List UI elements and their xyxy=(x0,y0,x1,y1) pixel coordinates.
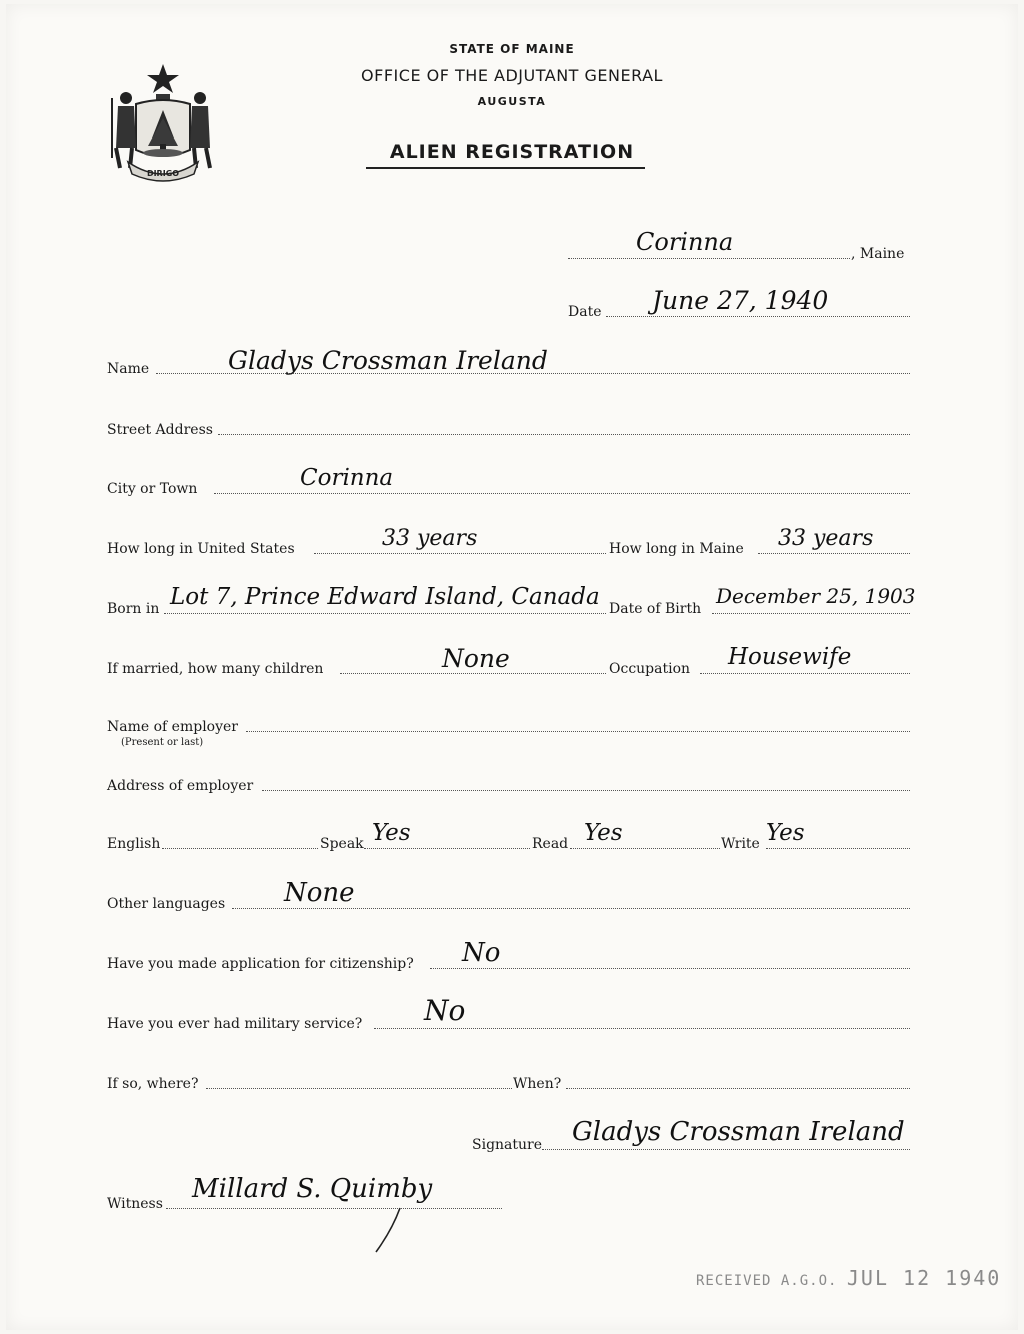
english-label: English xyxy=(107,836,161,852)
military-value: No xyxy=(424,994,466,1027)
read-label: Read xyxy=(532,836,569,852)
name-value: Gladys Crossman Ireland xyxy=(228,346,548,375)
seal-motto: DIRIGO xyxy=(146,169,180,178)
where-line xyxy=(206,1088,512,1089)
military-label: Have you ever had military service? xyxy=(107,1016,363,1032)
occupation-line xyxy=(700,673,910,674)
military-line xyxy=(374,1028,910,1029)
read-line xyxy=(570,848,720,849)
where-label: If so, where? xyxy=(107,1076,199,1092)
page-title: ALIEN REGISTRATION xyxy=(389,141,635,163)
date-value: June 27, 1940 xyxy=(652,286,829,315)
header-office: OFFICE OF THE ADJUTANT GENERAL xyxy=(361,66,663,85)
occupation-value: Housewife xyxy=(728,644,852,670)
write-line xyxy=(766,848,910,849)
english-line xyxy=(162,848,318,849)
received-stamp xyxy=(696,1266,1001,1290)
town-suffix: , Maine xyxy=(851,246,905,262)
children-line xyxy=(340,673,606,674)
speak-value: Yes xyxy=(372,820,411,846)
dob-line xyxy=(712,613,910,614)
date-label: Date xyxy=(568,304,602,320)
born-in-line xyxy=(164,613,606,614)
occupation-label: Occupation xyxy=(609,661,691,677)
born-in-value: Lot 7, Prince Edward Island, Canada xyxy=(170,584,600,610)
children-label: If married, how many children xyxy=(107,661,324,677)
city-line xyxy=(214,493,910,494)
when-label: When? xyxy=(513,1076,562,1092)
speak-line xyxy=(364,848,530,849)
how-long-us-value: 33 years xyxy=(382,526,478,551)
street-line xyxy=(218,434,910,435)
header-city: AUGUSTA xyxy=(477,95,547,108)
dob-value: December 25, 1903 xyxy=(716,584,916,608)
signature-line xyxy=(542,1149,910,1150)
other-languages-label: Other languages xyxy=(107,896,226,912)
how-long-us-line xyxy=(314,553,606,554)
city-value: Corinna xyxy=(300,465,394,491)
how-long-maine-label: How long in Maine xyxy=(609,541,744,557)
born-in-label: Born in xyxy=(107,601,160,617)
signature-label: Signature xyxy=(472,1137,543,1153)
stamp-prefix: RECEIVED A.G.O. xyxy=(696,1273,838,1289)
when-line xyxy=(566,1088,910,1089)
title-underline xyxy=(366,167,645,169)
witness-flourish xyxy=(370,1206,410,1256)
town-line xyxy=(568,258,850,259)
street-label: Street Address xyxy=(107,422,213,438)
employer-name-label: Name of employer xyxy=(107,719,238,735)
read-value: Yes xyxy=(584,820,623,846)
employer-name-line xyxy=(246,731,910,732)
name-label: Name xyxy=(107,361,150,377)
other-languages-line xyxy=(232,908,910,909)
citizenship-value: No xyxy=(462,938,501,968)
dob-label: Date of Birth xyxy=(609,601,702,617)
stamp-date: JUL 12 1940 xyxy=(846,1266,1002,1290)
header-state: STATE OF MAINE xyxy=(449,42,575,56)
town-value: Corinna xyxy=(636,228,734,256)
other-languages-value: None xyxy=(284,878,355,908)
citizenship-line xyxy=(430,968,910,969)
children-value: None xyxy=(442,644,510,673)
city-label: City or Town xyxy=(107,481,198,497)
employer-name-sublabel: (Present or last) xyxy=(121,737,204,748)
citizenship-label: Have you made application for citizenship? xyxy=(107,956,414,972)
witness-label: Witness xyxy=(107,1196,163,1212)
how-long-maine-value: 33 years xyxy=(778,526,874,551)
write-value: Yes xyxy=(766,820,805,846)
witness-value: Millard S. Quimby xyxy=(192,1174,433,1204)
speak-label: Speak xyxy=(320,836,364,852)
how-long-maine-line xyxy=(758,553,910,554)
signature-value: Gladys Crossman Ireland xyxy=(572,1117,905,1147)
witness-line xyxy=(166,1208,502,1209)
date-line xyxy=(606,316,910,317)
employer-address-line xyxy=(262,790,910,791)
write-label: Write xyxy=(721,836,760,852)
employer-address-label: Address of employer xyxy=(107,778,254,794)
how-long-us-label: How long in United States xyxy=(107,541,295,557)
